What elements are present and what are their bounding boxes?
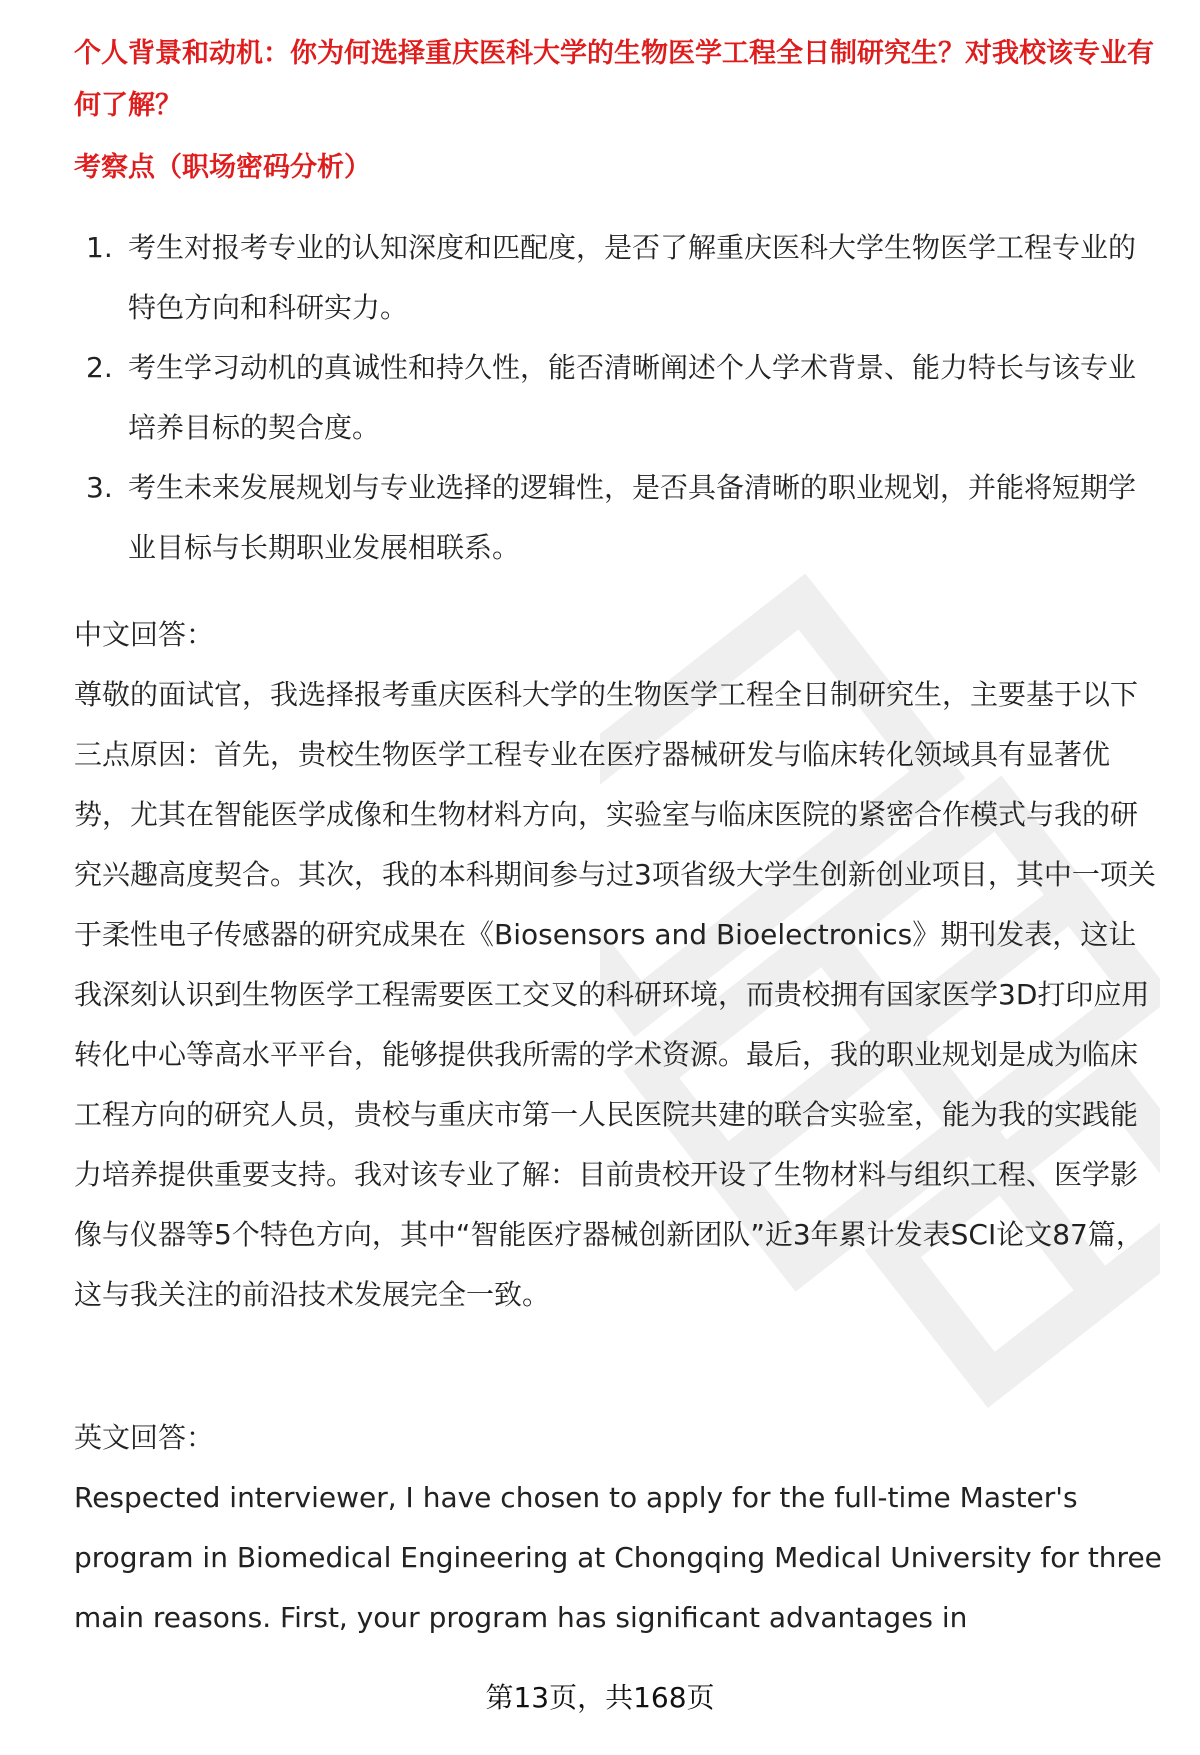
- page-number-footer: 第13页，共168页: [485, 1681, 715, 1714]
- english-answer-text: Respected interviewer, I have chosen to apply for the full-time Master's program in Biomedical Engineering at Chongqing Medical University for three main reasons. First, your program has significant advantages in: [74, 1481, 1162, 1634]
- list-item-number: 2.: [86, 351, 113, 384]
- list-item: [74, 458, 1154, 578]
- list-item-number: 3.: [86, 471, 113, 504]
- list-item: [74, 338, 1154, 458]
- list-item-text: 考生对报考专业的认知深度和匹配度，是否了解重庆医科大学生物医学工程专业的特色方向和科研实力。: [128, 231, 1137, 324]
- question-heading: 个人背景和动机：你为何选择重庆医科大学的生物医学工程全日制研究生？对我校该专业有何了解？: [74, 38, 1154, 121]
- list-item-number: 1.: [86, 231, 113, 264]
- list-item: [74, 218, 1154, 338]
- english-answer-label: 英文回答：: [74, 1421, 215, 1454]
- list-item-text: 考生未来发展规划与专业选择的逻辑性，是否具备清晰的职业规划，并能将短期学业目标与长期职业发展相联系。: [128, 471, 1137, 564]
- assessment-points-list: [74, 218, 1154, 578]
- chinese-answer-label: 中文回答：: [74, 618, 215, 651]
- chinese-answer-text: 尊敬的面试官，我选择报考重庆医科大学的生物医学工程全日制研究生，主要基于以下三点原因：首先，贵校生物医学工程专业在医疗器械研发与临床转化领域具有显著优势，尤其在智能医学成像和生物材料方向，实验室与临床医院的紧密合作模式与我的研究兴趣高度契合。其次，我的本科期间参与过3项省级大学生创新创业项目，其中一项关于柔性电子传感器的研究成果在《Biosensors and Bioelectronics》期刊发表，这让我深刻认识到生物医学工程需要医工交叉的科研环境，而贵校拥有国家医学3D打印应用转化中心等高水平平台，能够提供我所需的学术资源。最后，我的职业规划是成为临床工程方向的研究人员，贵校与重庆市第一人民医院共建的联合实验室，能为我的实践能力培养提供重要支持。我对该专业了解：目前贵校开设了生物材料与组织工程、医学影像与仪器等5个特色方向，其中“智能医疗器械创新团队”近3年累计发表SCI论文87篇，这与我关注的前沿技术发展完全一致。: [74, 678, 1156, 1311]
- section-title: 考察点（职场密码分析）: [74, 152, 371, 183]
- list-item-text: 考生学习动机的真诚性和持久性，能否清晰阐述个人学术背景、能力特长与该专业培养目标的契合度。: [128, 351, 1137, 444]
